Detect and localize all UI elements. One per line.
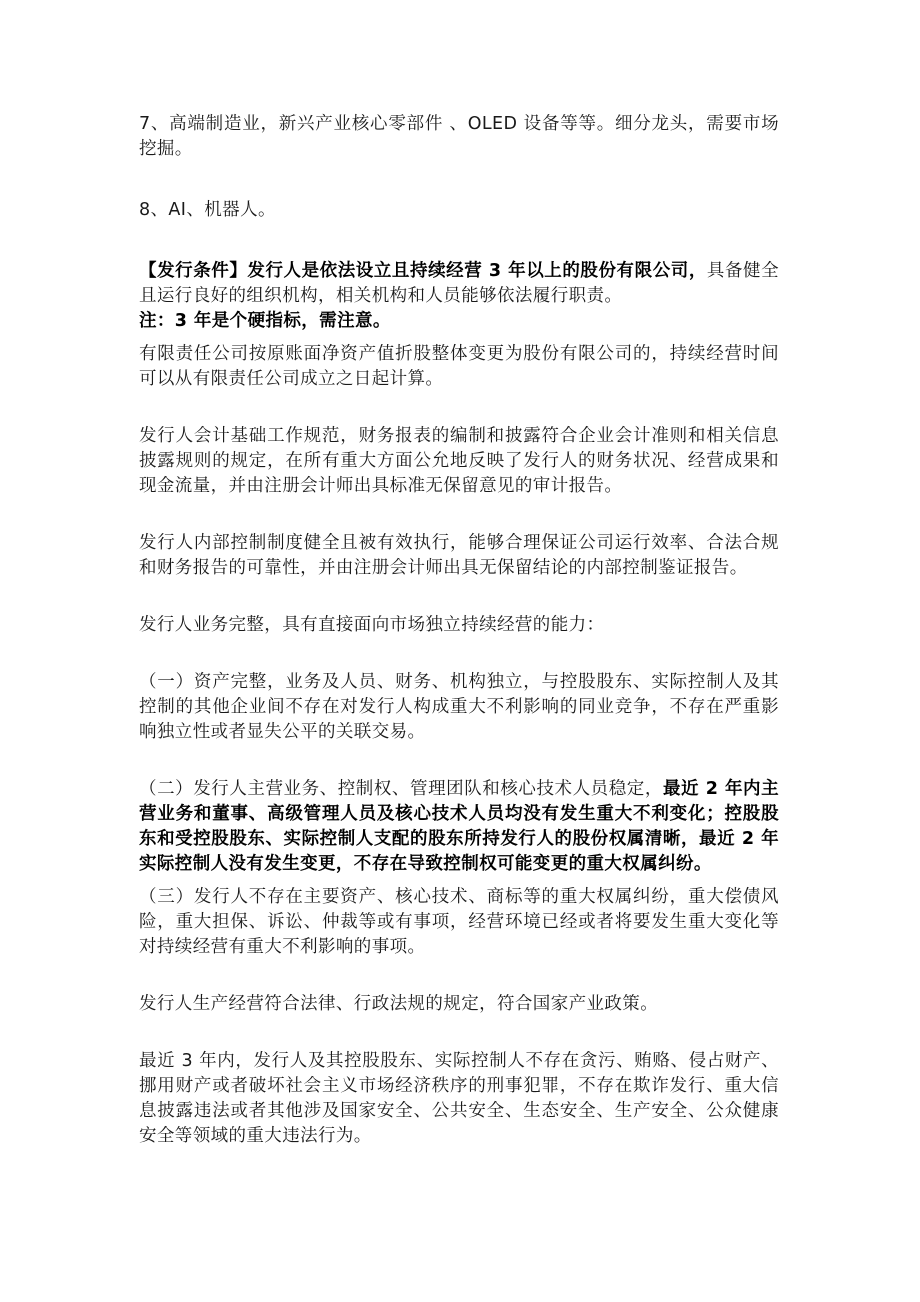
paragraph-accounting: 发行人会计基础工作规范，财务报表的编制和披露符合企业会计准则和相关信息披露规则的规定，在所有重大方面公允地反映了发行人的财务状况、经营成果和现金流量，并由注册会计师出具标准无保留意见的审计报告。 — [139, 426, 779, 496]
paragraph-business-complete: 发行人业务完整，具有直接面向市场独立持续经营的能力： — [139, 615, 605, 635]
paragraph-legal-compliance: 发行人生产经营符合法律、行政法规的规定，符合国家产业政策。 — [139, 994, 659, 1014]
paragraph-item-7: 7、高端制造业，新兴产业核心零部件 、OLED 设备等等。细分龙头，需要市场挖掘。 — [139, 114, 779, 159]
document-page — [139, 112, 779, 1149]
clause-2-text: （二）发行人主营业务、控制权、管理团队和核心技术人员稳定， — [139, 779, 663, 799]
issuance-conditions-heading: 【发行条件】发行人是依法设立且持续经营 3 年以上的股份有限公司， — [139, 261, 707, 281]
issuance-conditions-text: 具备健全且运行良好的组织机构，相关机构和人员能够依法履行职责。 — [139, 261, 779, 306]
paragraph-clause-1: （一）资产完整，业务及人员、财务、机构独立，与控股股东、实际控制人及其控制的其他企业间不存在对发行人构成重大不利影响的同业竞争，不存在严重影响独立性或者显失公平的关联交易。 — [139, 672, 779, 742]
paragraph-clause-2 — [139, 777, 779, 877]
paragraph-clause-3: （三）发行人不存在主要资产、核心技术、商标等的重大权属纠纷，重大偿债风险，重大担保、诉讼、仲裁等或有事项，经营环境已经或者将要发生重大变化等对持续经营有重大不利影响的事项。 — [139, 887, 779, 957]
paragraph-llc-conversion: 有限责任公司按原账面净资产值折股整体变更为股份有限公司的，持续经营时间可以从有限责任公司成立之日起计算。 — [139, 344, 779, 389]
paragraph-no-violations: 最近 3 年内，发行人及其控股股东、实际控制人不存在贪污、贿赂、侵占财产、挪用财产或者破坏社会主义市场经济秩序的刑事犯罪，不存在欺诈发行、重大信息披露违法或者其他涉及国家安全、公共安全、生态安全、生产安全、公众健康安全等领域的重大违法行为。 — [139, 1051, 779, 1146]
paragraph-note: 注：3 年是个硬指标，需注意。 — [139, 311, 391, 331]
clause-2-bold-text: 最近 2 年内主营业务和董事、高级管理人员及核心技术人员均没有发生重大不利变化；控股股东和受控股股东、实际控制人支配的股东所持发行人的股份权属清晰，最近 2 年实际控制人没有发生变更，不存在导致控制权可能变更的重大权属纠纷。 — [139, 779, 779, 874]
paragraph-item-8: 8、AI、机器人。 — [139, 200, 276, 220]
paragraph-issuance-conditions — [139, 259, 779, 309]
paragraph-internal-control: 发行人内部控制制度健全且被有效执行，能够合理保证公司运行效率、合法合规和财务报告的可靠性，并由注册会计师出具无保留结论的内部控制鉴证报告。 — [139, 533, 779, 578]
